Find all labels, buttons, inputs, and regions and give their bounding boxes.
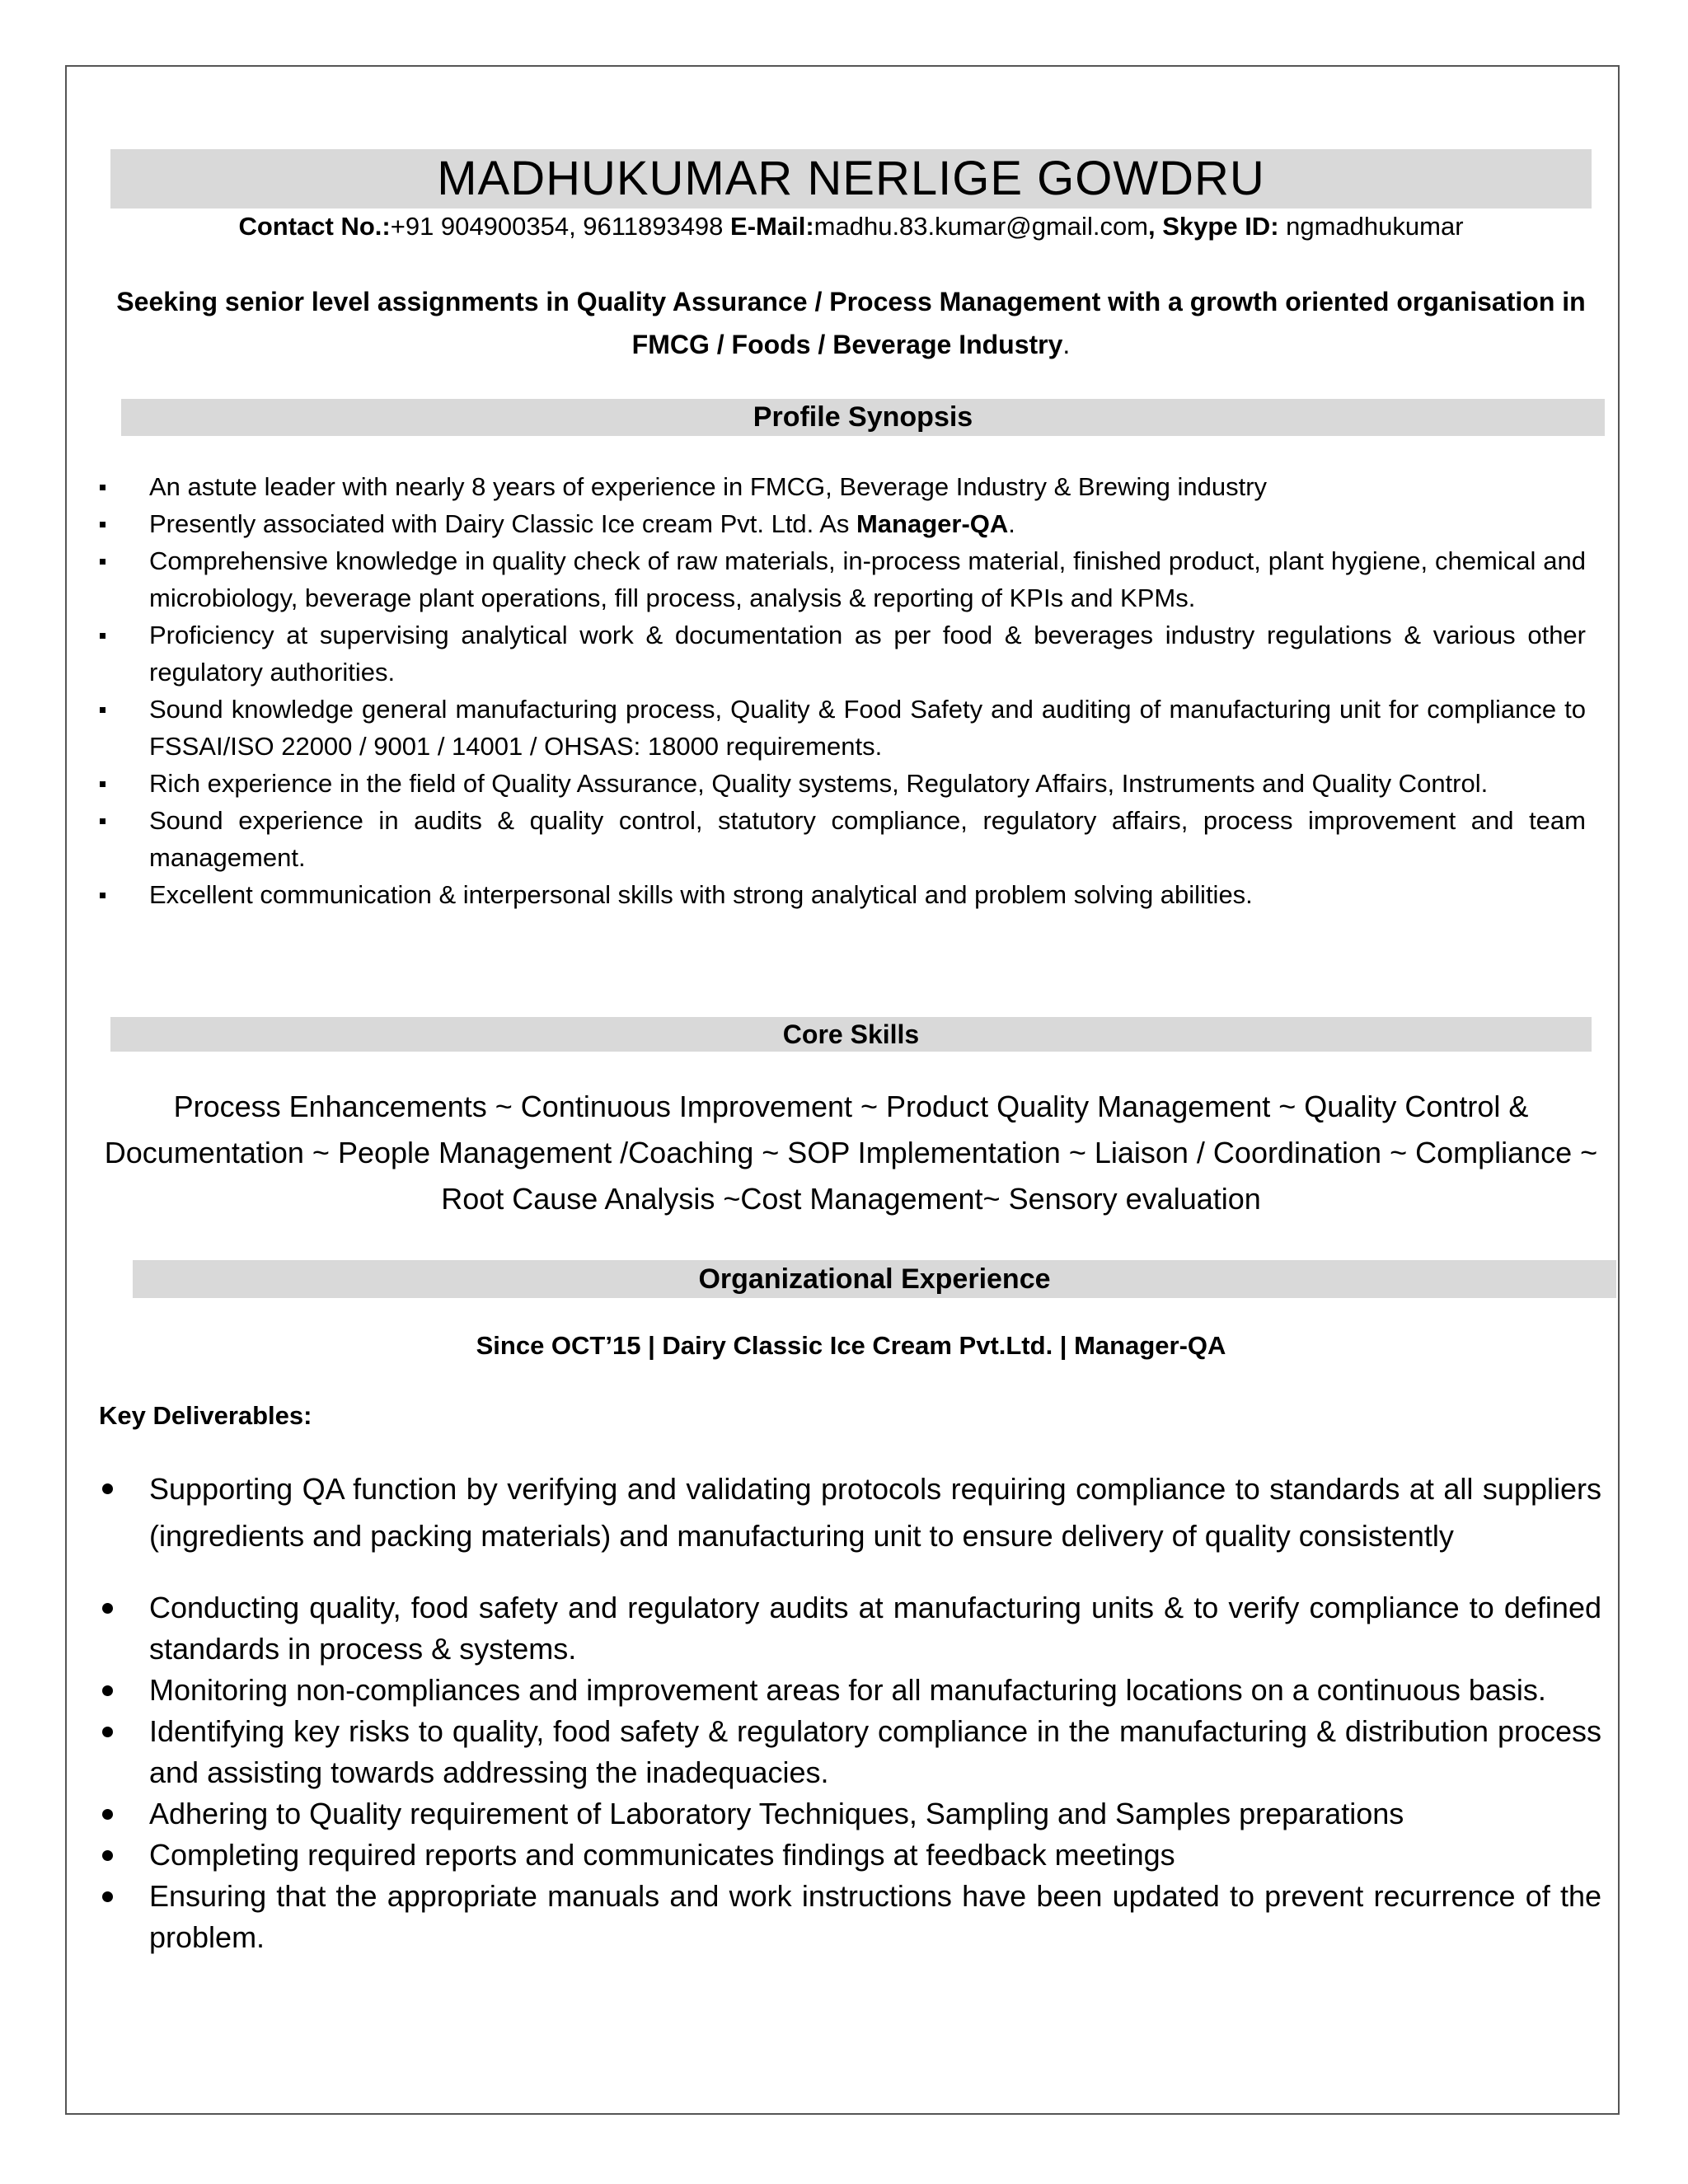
list-item: Adhering to Quality requirement of Laboratory Techniques, Sampling and Samples preparations bbox=[97, 1793, 1601, 1835]
round-bullet-icon bbox=[102, 1483, 113, 1494]
objective-period: . bbox=[1062, 330, 1071, 359]
list-item: Monitoring non-compliances and improvement areas for all manufacturing locations on a continuous basis. bbox=[97, 1670, 1601, 1711]
round-bullet-icon bbox=[102, 1727, 113, 1737]
current-role: Manager-QA bbox=[856, 509, 1009, 538]
list-item: An astute leader with nearly 8 years of experience in FMCG, Beverage Industry & Brewing industry bbox=[97, 468, 1586, 505]
list-item: Conducting quality, food safety and regulatory audits at manufacturing units & to verify compliance to defined standards in process & systems. bbox=[97, 1587, 1601, 1670]
square-bullet-icon bbox=[100, 707, 106, 713]
square-bullet-icon bbox=[100, 781, 106, 787]
round-bullet-icon bbox=[102, 1685, 113, 1696]
profile-list bbox=[97, 468, 1586, 913]
list-item: Identifying key risks to quality, food safety & regulatory compliance in the manufacturing & distribution process and assisting towards addressing the inadequacies. bbox=[97, 1711, 1601, 1793]
section-heading-core-skills: Core Skills bbox=[110, 1017, 1592, 1052]
list-item: Comprehensive knowledge in quality check of raw materials, in-process material, finished product, plant hygiene, chemical and microbiology, beverage plant operations, fill process, analysis & reporting of KPIs and KPMs. bbox=[97, 542, 1586, 616]
list-item: Rich experience in the field of Quality Assurance, Quality systems, Regulatory Affairs, Instruments and Quality Control. bbox=[97, 765, 1586, 802]
list-item: Supporting QA function by verifying and validating protocols requiring compliance to standards at all suppliers (ingredients and packing materials) and manufacturing unit to ensure delivery of quality consistently bbox=[97, 1465, 1601, 1559]
list-item: Completing required reports and communicates findings at feedback meetings bbox=[97, 1835, 1601, 1876]
deliverables-list bbox=[97, 1465, 1601, 1958]
list-item: Sound knowledge general manufacturing process, Quality & Food Safety and auditing of manufacturing unit for compliance to FSSAI/ISO 22000 / 9001 / 14001 / OHSAS: 18000 requirements. bbox=[97, 691, 1586, 765]
square-bullet-icon bbox=[100, 818, 106, 824]
phone-numbers: +91 904900354, 9611893498 bbox=[390, 212, 731, 241]
list-item: Ensuring that the appropriate manuals and work instructions have been updated to prevent recurrence of the problem. bbox=[97, 1876, 1601, 1958]
section-heading-profile: Profile Synopsis bbox=[121, 399, 1605, 436]
square-bullet-icon bbox=[100, 893, 106, 898]
candidate-name: MADHUKUMAR NERLIGE GOWDRU bbox=[110, 149, 1592, 209]
contact-line bbox=[110, 209, 1592, 245]
list-item: Excellent communication & interpersonal skills with strong analytical and problem solving abilities. bbox=[97, 876, 1586, 913]
round-bullet-icon bbox=[102, 1809, 113, 1820]
list-item: Sound experience in audits & quality control, statutory compliance, regulatory affairs, process improvement and team management. bbox=[97, 802, 1586, 876]
square-bullet-icon bbox=[100, 633, 106, 639]
list-item: Presently associated with Dairy Classic Ice cream Pvt. Ltd. As Manager-QA. bbox=[97, 505, 1586, 542]
skype-label: , Skype ID: bbox=[1148, 212, 1287, 241]
core-skills-text: Process Enhancements ~ Continuous Improvement ~ Product Quality Management ~ Quality Control & Documentation ~ People Management /Coaching ~ SOP Implementation ~ Liaison / Coordination ~ Compliance ~ Root Cause Analysis ~Cost Management~ Sensory evaluation bbox=[104, 1090, 1598, 1216]
round-bullet-icon bbox=[102, 1891, 113, 1902]
section-heading-experience: Organizational Experience bbox=[133, 1260, 1616, 1298]
round-bullet-icon bbox=[102, 1850, 113, 1861]
job-title-line: Since OCT’15 | Dairy Classic Ice Cream Pvt.Ltd. | Manager-QA bbox=[476, 1331, 1226, 1360]
round-bullet-icon bbox=[102, 1603, 113, 1614]
email-address[interactable]: madhu.83.kumar@gmail.com bbox=[814, 212, 1149, 241]
email-label: E-Mail: bbox=[730, 212, 814, 241]
contact-label: Contact No.: bbox=[238, 212, 391, 241]
list-item: Proficiency at supervising analytical work & documentation as per food & beverages industry regulations & various other regulatory authorities. bbox=[97, 616, 1586, 691]
career-objective bbox=[99, 280, 1603, 366]
skype-id: ngmadhukumar bbox=[1286, 212, 1464, 241]
square-bullet-icon bbox=[100, 559, 106, 565]
key-deliverables-label: Key Deliverables: bbox=[99, 1401, 312, 1430]
objective-text: Seeking senior level assignments in Quality Assurance / Process Management with a growth oriented organisation in FMCG / Foods / Beverage Industry bbox=[116, 287, 1586, 359]
square-bullet-icon bbox=[100, 522, 106, 527]
square-bullet-icon bbox=[100, 485, 106, 490]
